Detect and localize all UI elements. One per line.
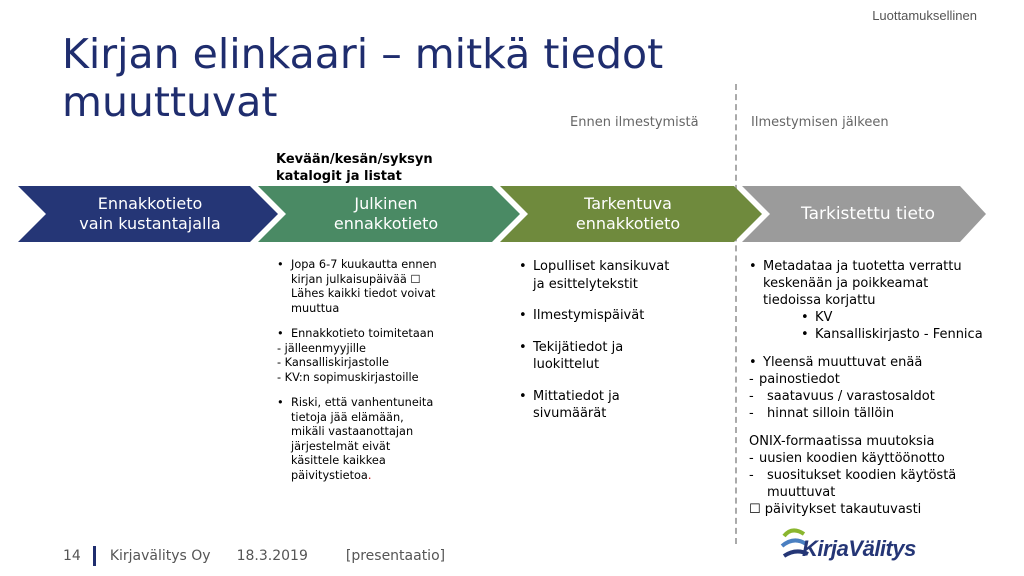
footer-date: 18.3.2019 [236, 548, 308, 564]
footer-tag: [presentaatio] [345, 548, 446, 564]
sub-list: - jälleenmyyjille - Kansalliskirjastolle - KV:n sopimuskirjastoille [277, 341, 419, 384]
dash-item: - hinnat silloin tällöin [749, 406, 895, 421]
list-item: • Ennakkotieto toimitetaan [277, 327, 434, 340]
catalog-note-line-2: katalogit ja listat [276, 169, 402, 184]
footer-divider [93, 546, 96, 566]
page-title [62, 30, 762, 126]
dash-item-continued: muuttuvat [767, 485, 836, 500]
title-line-1: Kirjan elinkaari – mitkä tiedot [62, 30, 664, 78]
stage-4-label: Tarkistettu tieto [801, 204, 935, 224]
process-chevrons [18, 186, 988, 242]
stage-2-label: Julkinen ennakkotieto [333, 194, 439, 233]
dash-item: - suositukset koodien käytöstä [749, 468, 957, 483]
confidential-label: Luottamuksellinen [872, 8, 977, 23]
column-refined-preinfo [519, 258, 719, 423]
list-item: • Riski, että vanhentuneita tietoja jää elämään, mikäli vastaanottajan järjestelmät eivät käsittele kaikkea päivitystietoa. [277, 396, 434, 482]
logo-text: KirjaVälitys [802, 536, 916, 561]
footer [63, 546, 471, 566]
page-number: 14 [63, 548, 81, 564]
dash-item: - painostiedot [749, 372, 840, 387]
dash-item: - saatavuus / varastosaldot [749, 389, 935, 404]
onix-last-item: ☐ päivitykset takautuvasti [749, 502, 922, 517]
onix-title: ONIX-formaatissa muutoksia [749, 434, 935, 449]
title-line-2: muuttuvat [62, 78, 278, 126]
footer-company: Kirjavälitys Oy [109, 548, 211, 564]
catalog-note-line-1: Kevään/kesän/syksyn [276, 152, 433, 167]
list-item: • Tekijätiedot ja luokittelut [519, 339, 624, 372]
list-item: • Ilmestymispäivät [519, 308, 645, 323]
list-item: • Yleensä muuttuvat enää [749, 355, 923, 370]
column-verified-info [749, 258, 1019, 518]
list-item: • Mittatiedot ja sivumäärät [519, 388, 620, 421]
stage-3-label: Tarkentuva ennakkotieto [575, 194, 681, 233]
catalog-note [276, 151, 476, 185]
column-public-preinfo [277, 258, 487, 483]
sub-list-item: • KV [801, 310, 833, 325]
stage-1-label: Ennakkotieto vain kustantajalla [79, 194, 221, 233]
list-item: • Jopa 6-7 kuukautta ennen kirjan julkaisupäivää ☐ Lähes kaikki tiedot voivat muuttua [277, 258, 437, 315]
sub-list-item: • Kansalliskirjasto - Fennica [801, 327, 983, 342]
dash-item: - uusien koodien käyttöönotto [749, 451, 945, 466]
kirjavalitys-logo [778, 522, 928, 568]
timeline-before-label: Ennen ilmestymistä [570, 115, 699, 130]
list-item: • Lopulliset kansikuvat ja esittelytekstit [519, 259, 670, 292]
timeline-after-label: Ilmestymisen jälkeen [751, 115, 889, 130]
timeline-divider [735, 84, 737, 544]
list-item: • Metadataa ja tuotetta verrattu keskenään ja poikkeamat tiedoissa korjattu [749, 259, 962, 308]
